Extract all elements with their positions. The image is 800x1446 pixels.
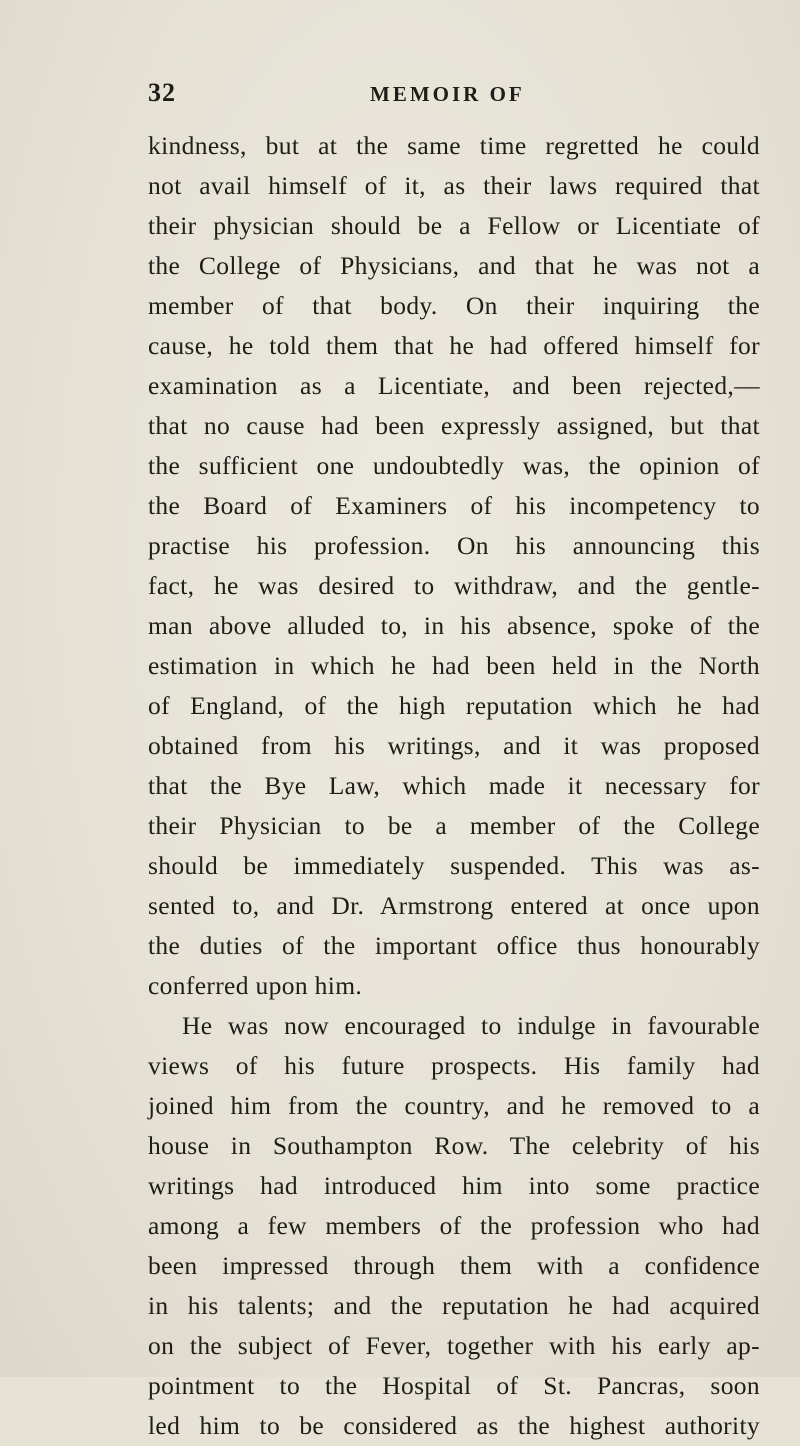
paragraph-end-line: conferred upon him. — [148, 971, 363, 1000]
text-line: should be immediately suspended. This was as- — [148, 851, 760, 880]
text-line: examination as a Licentiate, and been rejected,— — [148, 371, 760, 400]
text-line: on the subject of Fever, together with his early ap- — [148, 1331, 760, 1360]
page-number: 32 — [148, 78, 176, 107]
text-line: been impressed through them with a confidence — [148, 1251, 760, 1280]
text-line: cause, he told them that he had offered himself for — [148, 331, 760, 360]
text-line: led him to be considered as the highest authority — [148, 1411, 760, 1440]
text-line: the duties of the important office thus honourably — [148, 931, 760, 960]
text-line: house in Southampton Row. The celebrity of his — [148, 1131, 760, 1160]
text-line: not avail himself of it, as their laws required that — [148, 171, 760, 200]
text-line: member of that body. On their inquiring the — [148, 291, 760, 320]
text-line: estimation in which he had been held in the North — [148, 651, 760, 680]
text-line: pointment to the Hospital of St. Pancras, soon — [148, 1371, 760, 1400]
text-line: the Board of Examiners of his incompetency to — [148, 491, 760, 520]
text-line: man above alluded to, in his absence, spoke of the — [148, 611, 760, 640]
text-line: the College of Physicians, and that he was not a — [148, 251, 760, 280]
text-line: of England, of the high reputation which he had — [148, 691, 760, 720]
text-line: that the Bye Law, which made it necessary for — [148, 771, 760, 800]
text-line: obtained from his writings, and it was proposed — [148, 731, 760, 760]
text-line: sented to, and Dr. Armstrong entered at once upon — [148, 891, 760, 920]
text-line: among a few members of the profession who had — [148, 1211, 760, 1240]
paragraph-start-line: He was now encouraged to indulge in favourable — [182, 1011, 760, 1040]
text-line: their Physician to be a member of the College — [148, 811, 760, 840]
text-line: joined him from the country, and he removed to a — [148, 1091, 760, 1120]
text-line: views of his future prospects. His family had — [148, 1051, 760, 1080]
text-line: in his talents; and the reputation he had acquired — [148, 1291, 760, 1320]
text-line: their physician should be a Fellow or Licentiate of — [148, 211, 760, 240]
text-line: writings had introduced him into some practice — [148, 1171, 760, 1200]
text-line: practise his profession. On his announcing this — [148, 531, 760, 560]
text-line: the sufficient one undoubtedly was, the opinion of — [148, 451, 760, 480]
body-text — [148, 126, 760, 1446]
page-header — [148, 78, 758, 118]
text-line: that no cause had been expressly assigned, but that — [148, 411, 760, 440]
running-head: MEMOIR OF — [370, 82, 525, 106]
text-line: kindness, but at the same time regretted he could — [148, 131, 760, 160]
text-line: fact, he was desired to withdraw, and the gentle- — [148, 571, 760, 600]
